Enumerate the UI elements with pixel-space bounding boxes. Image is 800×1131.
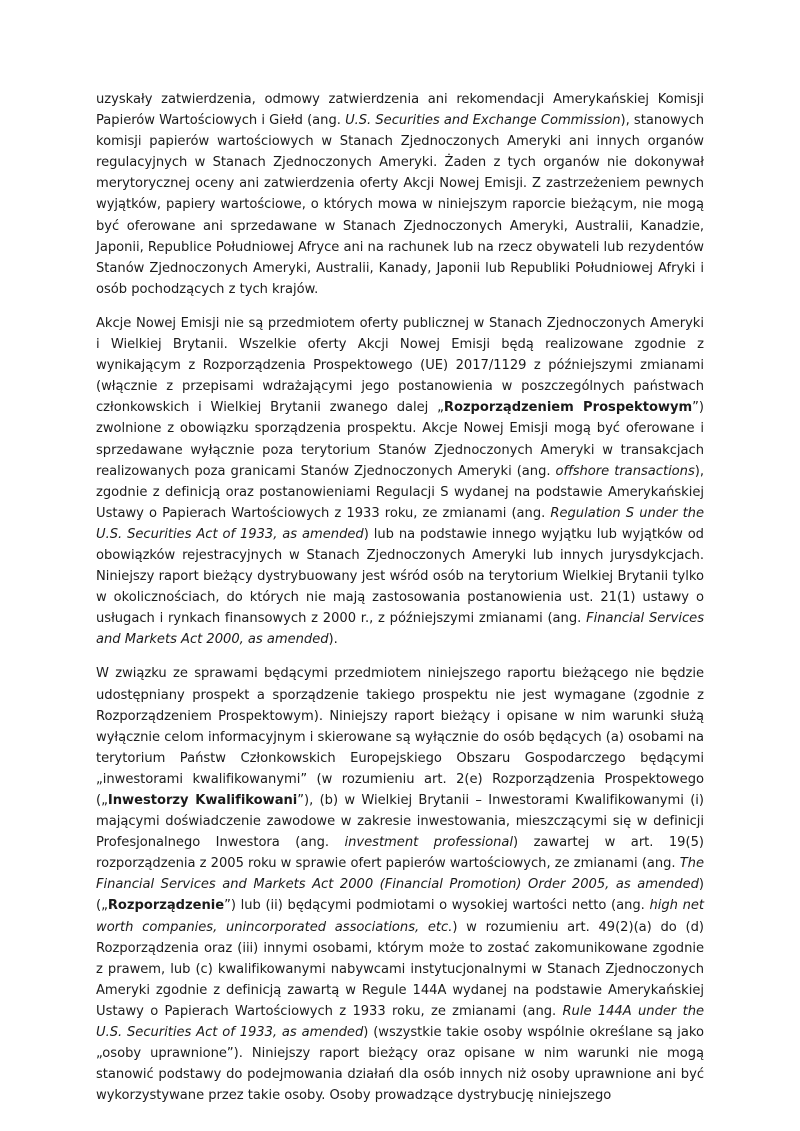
text-run: ) („ bbox=[96, 877, 704, 914]
italic-term: Regulation S under the U.S. Securities Act of 1933, as amended bbox=[96, 505, 705, 542]
text-run: W związku ze sprawami będącymi przedmiotem niniejszego raportu bieżącego nie będzie udostępniany prospekt a sporządzenie takiego prospektu nie jest wymagane (zgodnie z Rozporządzeniem Prospektowym). Niniejszy raport bieżący i opisane w nim warunki służą wyłącznie celom informacyjnym i skierowane są wyłącznie do osób będących (a) osobami na terytorium Państw Członkowskich Europejskiego Obszaru Gospodarczego będącymi „inwestorami kwalifikowanymi” (w rozumieniu art. 2(e) Rozporządzenia Prospektowego („ bbox=[96, 666, 704, 808]
defined-term: Rozporządzenie bbox=[107, 898, 225, 914]
defined-term: Inwestorzy Kwalifikowani bbox=[107, 793, 298, 808]
text-run: ) zawartej w art. 19(5) rozporządzenia z 2005 roku w sprawie ofert papierów wartościowych, ze zmianami (ang. bbox=[96, 835, 704, 872]
text-run: Akcje Nowej Emisji nie są przedmiotem oferty publicznej w Stanach Zjednoczonych Ameryki i Wielkiej Brytanii. Wszelkie oferty Akcji Nowej Emisji będą realizowane zgodnie z wynikającym z Rozporządzenia Prospektowego (UE) 2017/1129 z późniejszymi zmianami (włącznie z przepisami wdrażającymi jego postanowienia w poszczególnych państwach członkowskich i Wielkiej Brytanii zwanego dalej „ bbox=[96, 315, 704, 416]
text-run: ), stanowych komisji papierów wartościowych w Stanach Zjednoczonych Ameryki ani innych organów regulacyjnych w Stanach Zjednoczonych Ameryki. Żaden z tych organów nie dokonywał merytorycznej oceny ani zatwierdzenia oferty Akcji Nowej Emisji. Z zastrzeżeniem pewnych wyjątków, papiery wartościowe, o których mowa w niniejszym raporcie bieżącym, nie mogą być oferowane ani sprzedawane w Stanach Zjednoczonych Ameryki, Australii, Kanadzie, Japonii, Republice Południowej Afryce ani na rachunek lub na rzecz obywateli lub rezydentów Stanów Zjednoczonych Ameryki, Australii, Kanady, Japonii lub Republiki Południowej Afryki i osób pochodzących z tych krajów. bbox=[96, 113, 704, 297]
italic-term: offshore transactions bbox=[555, 463, 695, 479]
italic-term: The Financial Services and Markets Act 2000 (Financial Promotion) Order 2005, as amended bbox=[96, 856, 704, 893]
text-run: ), zgodnie z definicją oraz postanowieniami Regulacji S wydanej na podstawie Amerykańskiej Ustawy o Papierach Wartościowych z 1933 roku, ze zmianami (ang. bbox=[96, 463, 704, 521]
italic-term: Financial Services and Markets Act 2000, as amended bbox=[96, 611, 705, 648]
italic-term: Rule 144A under the U.S. Securities Act of 1933, as amended bbox=[96, 1003, 705, 1041]
text-run: uzyskały zatwierdzenia, odmowy zatwierdzenia ani rekomendacji Amerykańskiej Komisji Papierów Wartościowych i Giełd (ang. bbox=[96, 92, 704, 129]
paragraph-p2 bbox=[96, 313, 704, 651]
italic-term: U.S. Securities and Exchange Commission bbox=[345, 113, 621, 129]
paragraph-p1 bbox=[96, 89, 704, 300]
text-run: ”), (b) w Wielkiej Brytanii – Inwestorami Kwalifikowanymi (i) mającymi doświadczenie zawodowe w zakresie inwestowania, mieszczącymi się w definicji Profesjonalnego Inwestora (ang. bbox=[96, 793, 704, 851]
text-run: ”) zwolnione z obowiązku sporządzenia prospektu. Akcje Nowej Emisji mogą być oferowane i sprzedawane wyłącznie poza terytorium Stanów Zjednoczonych Ameryki w transakcjach realizowanych poza granicami Stanów Zjednoczonych Ameryki (ang. bbox=[96, 400, 705, 479]
text-run: ”) lub (ii) będącymi podmiotami o wysokiej wartości netto (ang. bbox=[224, 898, 650, 914]
italic-term: high net worth companies, unincorporated associations, etc. bbox=[96, 898, 704, 935]
paragraph-p3 bbox=[96, 663, 704, 1106]
text-run: ) w rozumieniu art. 49(2)(a) do (d) Rozporządzenia oraz (iii) innymi osobami, którym może to zostać zakomunikowane zgodnie z prawem, lub (c) kwalifikowanymi nabywcami instytucjonalnymi w Stanach Zjednoczonych Ameryki zgodnie z definicją zawartą w Regule 144A wydanej na podstawie Amerykańskiej Ustawy o Papierach Wartościowych z 1933 roku, ze zmianami (ang. bbox=[96, 919, 704, 1019]
text-run: ). bbox=[328, 632, 338, 648]
text-run: ) lub na podstawie innego wyjątku lub wyjątków od obowiązków rejestracyjnych w Stanach Zjednoczonych Ameryki lub innych jurysdykcjach. Niniejszy raport bieżący dystrybuowany jest wśród osób na terytorium Wielkiej Brytanii tylko w okolicznościach, do których nie mają zastosowania postanowienia ust. 21(1) ustawy o usługach i rynkach finansowych z 2000 r., z późniejszymi zmianami (ang. bbox=[96, 526, 704, 627]
text-run: ) (wszystkie takie osoby wspólnie określane są jako „osoby uprawnione”). Niniejszy raport bieżący oraz opisane w nim warunki nie mogą stanowić podstawy do podejmowania działań dla osób innych niż osoby uprawnione ani być wykorzystywane przez takie osoby. Osoby prowadzące dystrybucję niniejszego bbox=[96, 1025, 704, 1104]
defined-term: Rozporządzeniem Prospektowym bbox=[443, 400, 693, 416]
document-text-column bbox=[96, 89, 704, 1106]
italic-term: investment professional bbox=[344, 835, 514, 851]
